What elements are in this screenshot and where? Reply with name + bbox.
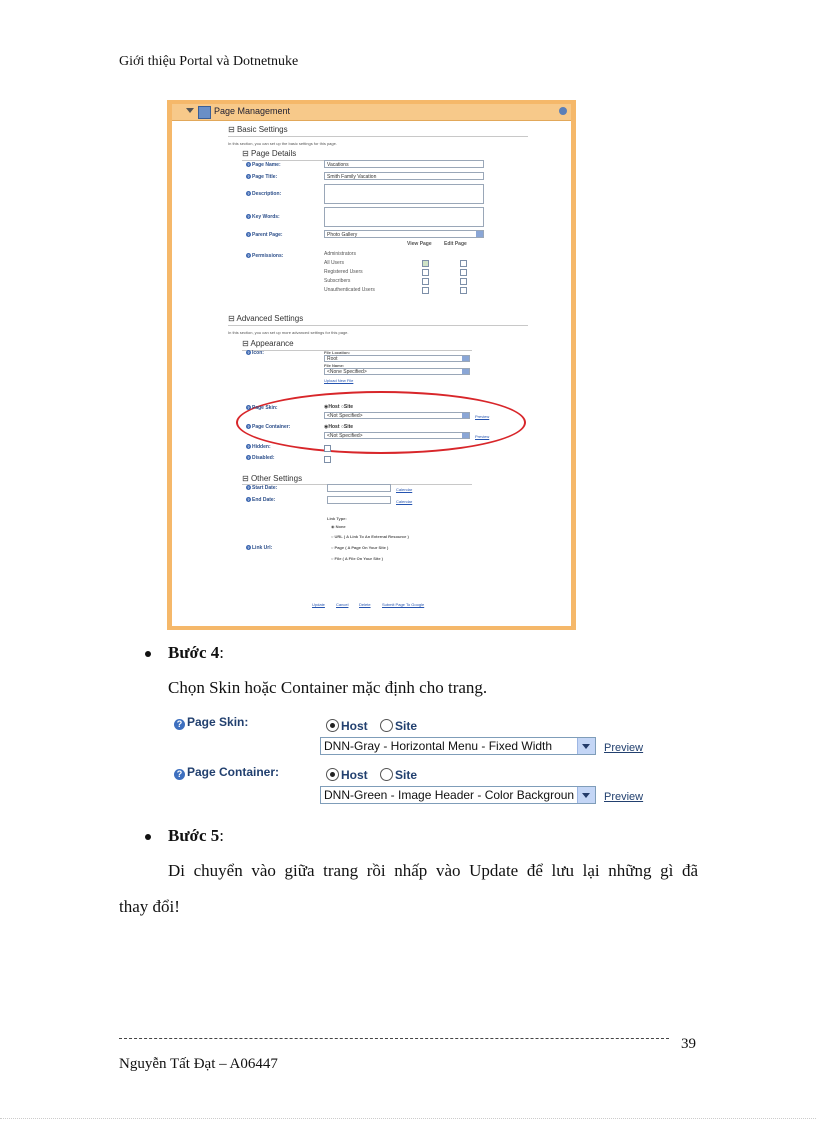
permissions-label: ? Permissions: [246, 253, 283, 259]
start-date-label: ? Start Date: [246, 485, 277, 491]
key-words-textarea[interactable] [324, 207, 484, 227]
container-preview-link[interactable]: Preview [604, 791, 644, 803]
advanced-settings-heading: ⊟ Advanced Settings [228, 314, 304, 323]
chevron-down-icon[interactable] [577, 738, 595, 754]
skin-radio-host[interactable]: Host [326, 719, 368, 733]
end-calendar-link[interactable]: Calendar [396, 499, 413, 504]
update-link[interactable]: Update [312, 602, 325, 607]
hidden-checkbox[interactable] [324, 445, 331, 452]
file-location-label: File Location: [324, 350, 350, 355]
page-name-label: ? Page Name: [246, 162, 281, 168]
start-calendar-link[interactable]: Calendar [396, 487, 413, 492]
link-type-option[interactable]: ○ File ( A File On Your Site ) [331, 556, 383, 561]
menu-arrow-icon [186, 108, 194, 113]
disabled-label: ? Disabled: [246, 455, 275, 461]
link-url-label: ? Link Url: [246, 545, 272, 551]
container-radio-group[interactable]: ◉Host ○Site [324, 424, 354, 430]
role-name: Administrators [324, 251, 356, 257]
footer-divider [119, 1038, 669, 1039]
container-preview-link[interactable]: Preview [475, 434, 490, 439]
file-location-select[interactable]: Root [324, 355, 470, 362]
role-name: Subscribers [324, 278, 351, 284]
bullet-icon [145, 651, 151, 657]
parent-page-label: ? Parent Page: [246, 232, 283, 238]
advanced-intro: In this section, you can set up more advanced settings for this page. [228, 330, 349, 335]
help-icon[interactable]: ? [174, 719, 185, 730]
page-skin-dropdown[interactable]: DNN-Gray - Horizontal Menu - Fixed Width [320, 737, 596, 755]
basic-settings-heading: ⊟ Basic Settings [228, 125, 288, 134]
basic-intro: In this section, you can set up the basic settings for this page. [228, 141, 337, 146]
start-date-input[interactable] [327, 484, 391, 492]
hidden-label: ? Hidden: [246, 444, 271, 450]
role-name: All Users [324, 260, 345, 266]
file-name-label: File Name: [324, 363, 345, 368]
permission-checkbox[interactable] [460, 260, 467, 267]
module-titlebar [172, 104, 571, 121]
skin-preview-link[interactable]: Preview [604, 742, 644, 754]
step5-text-line2: thay đổi! [119, 897, 180, 916]
cancel-link[interactable]: Cancel [336, 602, 349, 607]
end-date-label: ? End Date: [246, 497, 275, 503]
link-type-option[interactable]: ◉ None [331, 524, 346, 529]
page-skin-label: ? Page Skin: [246, 405, 278, 411]
disabled-checkbox[interactable] [324, 456, 331, 463]
page-container-dropdown[interactable]: DNN-Green - Image Header - Color Backgroun [320, 786, 596, 804]
page-skin-label: ? Page Skin: [174, 715, 248, 730]
role-name: Registered Users [324, 269, 363, 275]
step5-heading: Bước 5: [168, 826, 224, 845]
appearance-heading: ⊟ Appearance [242, 339, 294, 348]
page-management-icon [198, 106, 211, 119]
other-settings-heading: ⊟ Other Settings [242, 474, 303, 483]
skin-radio-group[interactable]: ◉Host ○Site [324, 404, 354, 410]
link-type-label: Link Type: [327, 516, 347, 521]
step4-text: Chọn Skin hoặc Container mặc định cho trang. [168, 678, 488, 697]
view-page-header: View Page [407, 241, 432, 247]
footer-author: Nguyễn Tất Đạt – A06447 [119, 1056, 278, 1072]
permission-checkbox[interactable] [422, 278, 429, 285]
module-title: Page Management [214, 106, 291, 116]
permission-checkbox[interactable] [422, 287, 429, 294]
chevron-down-icon[interactable] [577, 787, 595, 803]
help-icon[interactable]: ? [174, 769, 185, 780]
delete-link[interactable]: Delete [359, 602, 371, 607]
step4-heading: Bước 4: [168, 643, 224, 662]
link-type-option[interactable]: ○ URL ( A Link To An External Resource ) [331, 534, 409, 539]
page-details-heading: ⊟ Page Details [242, 149, 297, 158]
role-name: Unauthenticated Users [324, 287, 375, 293]
upload-new-file-link[interactable]: Upload New File [324, 378, 354, 383]
description-label: ? Description: [246, 191, 281, 197]
link-type-option[interactable]: ○ Page ( A Page On Your Site ) [331, 545, 389, 550]
key-words-label: ? Key Words: [246, 214, 280, 220]
permission-checkbox[interactable] [460, 278, 467, 285]
parent-page-select[interactable]: Photo Gallery [324, 230, 484, 238]
radio-unselected-icon[interactable] [380, 768, 393, 781]
permission-checkbox[interactable] [460, 269, 467, 276]
bullet-icon [145, 834, 151, 840]
page-container-select[interactable]: <Not Specified> [324, 432, 470, 439]
icon-label: ? Icon: [246, 350, 264, 356]
file-name-select[interactable]: <None Specified> [324, 368, 470, 375]
submit-google-link[interactable]: Submit Page To Google [382, 602, 425, 607]
page-container-label: ? Page Container: [246, 424, 290, 430]
document-header: Giới thiệu Portal và Dotnetnuke [119, 54, 299, 69]
step5-text-line1: Di chuyển vào giữa trang rồi nhấp vào Update để lưu lại những gì đã [168, 861, 698, 880]
highlight-ellipse [236, 391, 526, 454]
edit-page-header: Edit Page [444, 241, 467, 247]
page-number: 39 [681, 1036, 696, 1052]
container-radio-site[interactable]: Site [380, 768, 417, 782]
page-name-input[interactable]: Vacations [324, 160, 484, 168]
end-date-input[interactable] [327, 496, 391, 504]
page-management-screenshot [167, 100, 576, 630]
permission-checkbox[interactable] [422, 260, 429, 267]
container-radio-host[interactable]: Host [326, 768, 368, 782]
page-title-label: ? Page Title: [246, 174, 277, 180]
page-bottom-border [0, 1118, 816, 1119]
page-container-label: ? Page Container: [174, 765, 279, 780]
skin-preview-link[interactable]: Preview [475, 414, 490, 419]
permission-checkbox[interactable] [460, 287, 467, 294]
skin-radio-site[interactable]: Site [380, 719, 417, 733]
page-title-input[interactable]: Smith Family Vacation [324, 172, 484, 180]
description-textarea[interactable] [324, 184, 484, 204]
radio-selected-icon[interactable] [326, 719, 339, 732]
radio-selected-icon[interactable] [326, 768, 339, 781]
radio-unselected-icon[interactable] [380, 719, 393, 732]
page-skin-select[interactable]: <Not Specified> [324, 412, 470, 419]
permission-checkbox[interactable] [422, 269, 429, 276]
collapse-icon [559, 107, 567, 115]
